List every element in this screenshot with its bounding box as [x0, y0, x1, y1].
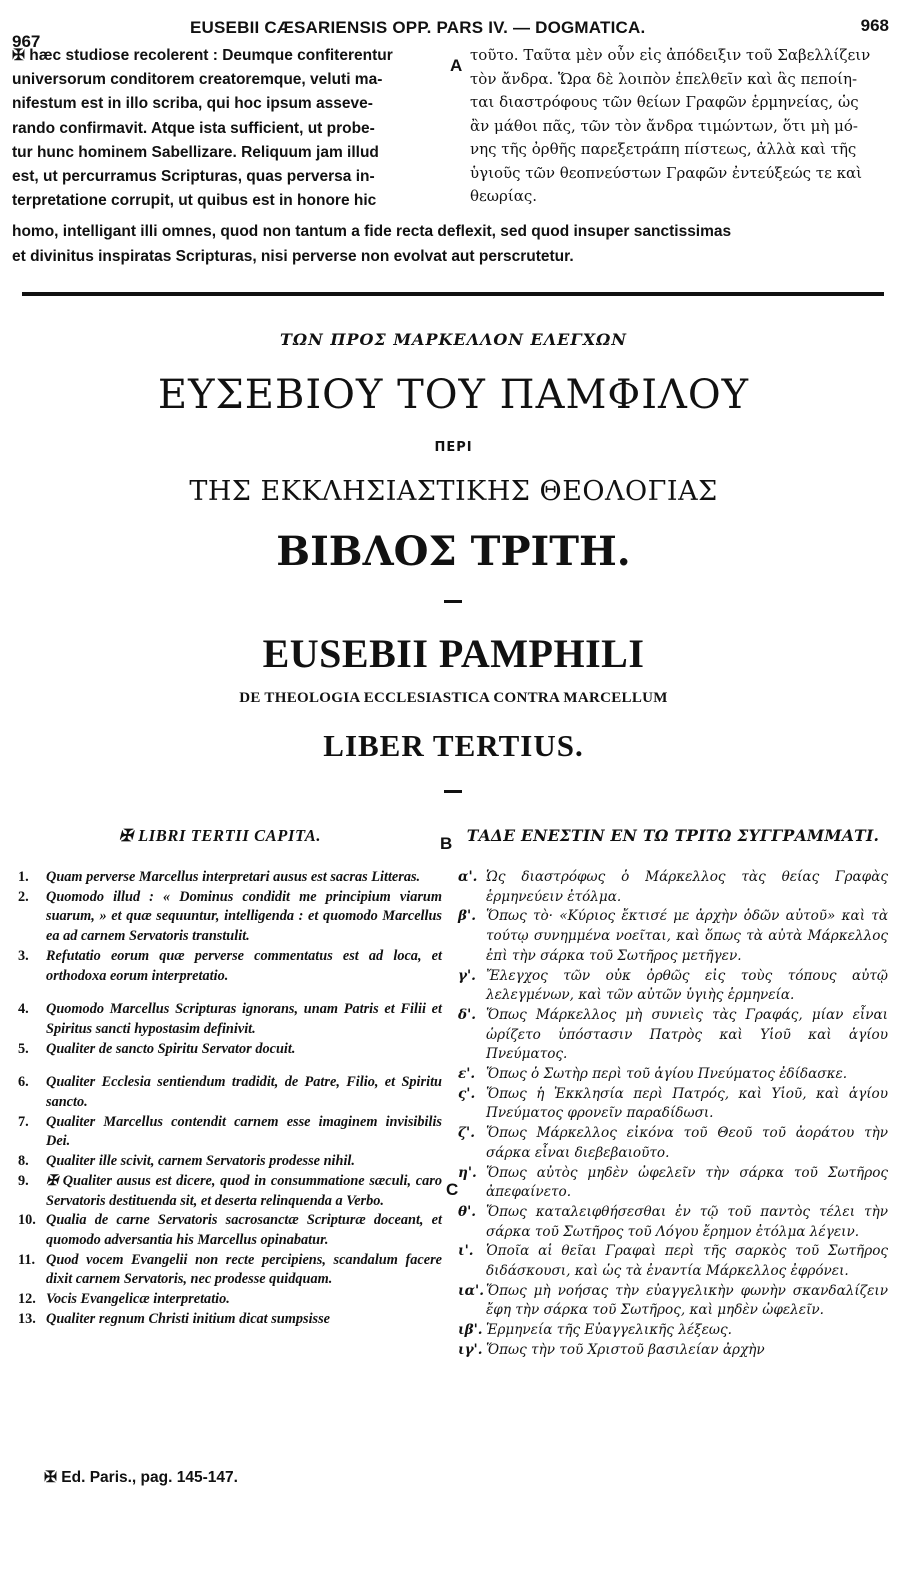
text-line: et divinitus inspiratas Scripturas, nisi perverse non evolvat aut perscrutetur.: [12, 247, 574, 265]
footnote: ✠ Ed. Paris., pag. 145-147.: [44, 1469, 238, 1486]
margin-marker-c: C: [446, 1180, 459, 1199]
text-line: tur hunc hominem Sabellizare. Reliquum jam illud: [12, 143, 379, 161]
list-item: ς'. Ὅπως ἡ Ἐκκλησία περὶ Πατρός, καὶ Υἱοῦ, καὶ ἁγίου Πνεύματος φρονεῖν παραδίδωσι.: [458, 1085, 888, 1122]
greek-author-title: ΕΥΣΕΒΙΟΥ ΤΟΥ ΠΑΜΦΙΛΟΥ: [157, 372, 750, 418]
greek-book-title: ΒΙΒΛΟΣ ΤΡΙΤΗ.: [276, 528, 631, 575]
greek-column-top: [470, 44, 894, 209]
list-item: β'. Ὅπως τὸ· «Κύριος ἔκτισέ με ἀρχὴν ὁδῶν αὐτοῦ» καὶ τὰ τούτῳ συνημμένα νοεῖται, καὶ ὅπως τὰ αὐτὰ Μάρκελλος ἐπὶ τὴν σάρκα τοῦ Σωτῆρος μετῆγεν.: [458, 908, 888, 964]
latin-chapters-heading: ✠ LIBRI TERTII CAPITA.: [118, 826, 322, 845]
list-item: 6. Qualiter Ecclesia sentiendum tradidit, de Patre, Filio, et Spiritu sancto.: [18, 1074, 442, 1111]
list-item: ζ'. Ὅπως Μάρκελλος εἰκόνα τοῦ Θεοῦ τοῦ ἀοράτου τὴν σάρκα εἶναι διεβεβαιοῦτο.: [458, 1125, 888, 1161]
latin-author-title: EUSEBII PAMPHILI: [262, 631, 645, 676]
running-head: [10, 14, 897, 51]
latin-book-title: LIBER TERTIUS.: [323, 728, 584, 763]
text-line: θεωρίας.: [470, 187, 538, 205]
greek-subject-title: ΤΗΣ ΕΚΚΛΗΣΙΑΣΤΙΚΗΣ ΘΕΟΛΟΓΙΑΣ: [189, 476, 718, 507]
text-line: ται διαστρόφους τῶν θείων Γραφῶν ἑρμηνείας, ὡς: [470, 93, 859, 111]
list-item: 7. Qualiter Marcellus contendit carnem esse imaginem invisibilis Dei.: [18, 1113, 442, 1150]
text-line: nifestum est in illo scriba, qui hoc ipsum asseve-: [12, 95, 373, 113]
greek-supertitle: ΤΩΝ ΠΡΟΣ ΜΑΡΚΕΛΛΟΝ ΕΛΕΓΧΩΝ: [280, 330, 627, 349]
separator-dash: [444, 790, 462, 793]
list-item: 4. Quomodo Marcellus Scripturas ignorans, unam Patris et Filii et Spiritus sancti hypostasim definivit.: [18, 1001, 442, 1037]
latin-continuation: [12, 220, 882, 269]
list-item: γ'. Ἔλεγχος τῶν οὐκ ὀρθῶς εἰς τοὺς τόπους αὐτῷ λελεγμένων, καὶ τῶν αὐτῶν ὑγιὴς ἑρμηνεία.: [458, 967, 888, 1004]
separator-dash: [444, 600, 462, 603]
top-parallel-text: [12, 44, 892, 224]
list-item: 1. Quam perverse Marcellus interpretari ausus est sacras Litteras.: [18, 869, 421, 885]
text-line: terpretatione corrupit, ut quibus est in honore hic: [12, 192, 377, 210]
text-line: νης τῆς ὀρθῆς παρεξετράπη πίστεως, ἀλλὰ καὶ τῆς: [470, 140, 857, 158]
list-item: 3. Refutatio eorum quæ perverse commentatus est ad loca, et orthodoxa eorum interpretatio.: [18, 947, 442, 984]
list-item: δ'. Ὅπως Μάρκελλος μὴ συνιεὶς τὰς Γραφάς, μίαν εἶναι ὡρίζετο ὑπόστασιν Πατρὸς καὶ Υἱοῦ καὶ ἁγίου Πνεύματος.: [458, 1006, 888, 1063]
list-item: η'. Ὅπως αὐτὸς μηδὲν ὠφελεῖν τὴν σάρκα τοῦ Σωτῆρος ἀπεφαίνετο.: [458, 1164, 888, 1201]
list-item: 12. Vocis Evangelicæ interpretatio.: [18, 1291, 230, 1308]
running-title: EUSEBII CÆSARIENSIS OPP. PARS IV. — DOGMATICA.: [190, 18, 646, 37]
list-item: 11. Quod vocem Evangelii non recte percipiens, scandalum facere dixit carnem Servatoris, nec prodesse quidquam.: [18, 1251, 442, 1288]
list-item: θ'. Ὅπως καταλειφθήσεσθαι ἐν τῷ τοῦ παντὸς τέλει τὴν σάρκα τοῦ Σωτῆρος τοῦ Λόγου ἔρημον ἐτόλμα λέγειν.: [458, 1203, 888, 1240]
greek-chapter-list: [458, 868, 888, 1361]
greek-chapters-heading: ΤΑΔΕ ΕΝΕΣΤΙΝ ΕΝ ΤΩ ΤΡΙΤΩ ΣΥΓΓΡΑΜΜΑΤΙ.: [466, 826, 880, 845]
text-line: universorum conditorem creatoremque, veluti ma-: [12, 71, 383, 89]
list-item: 9. ✠ Qualiter ausus est dicere, quod in consummatione sæculi, caro Servatoris destituenda sit, et deserta relinquenda a Verbo.: [18, 1172, 442, 1209]
latin-column-top: [12, 44, 446, 213]
latin-subject-title: DE THEOLOGIA ECCLESIASTICA CONTRA MARCELLUM: [239, 690, 668, 706]
text-line: rando confirmavit. Atque ista sufficient, ut probe-: [12, 119, 375, 137]
page-number-left: 967: [12, 32, 41, 51]
list-item: ια'. Ὅπως μὴ νοήσας τὴν εὐαγγελικὴν φωνὴν σκανδαλίζειν ἔφη τὴν σάρκα τοῦ Σωτῆρος, καὶ μηδὲν ὠφελεῖν.: [458, 1282, 888, 1319]
latin-chapter-list: [18, 868, 442, 1329]
text-line: ✠ hæc studiose recolerent : Deumque confiterentur: [12, 47, 393, 64]
horizontal-rule: [22, 292, 884, 296]
list-item: ι'. Ὁποῖα αἱ θεῖαι Γραφαὶ περὶ τῆς σαρκὸς τοῦ Σωτῆρος διδάσκουσι, καὶ ὡς τὰ ἐναντία Μάρκελλος ἐφρόνει.: [458, 1243, 888, 1280]
text-line: ἂν μάθοι πᾶς, τῶν τὸν ἄνδρα τιμώντων, ὅτι μὴ μό-: [470, 116, 858, 135]
page-number-right: 968: [860, 16, 889, 35]
text-line: τὸν ἄνδρα. Ὥρα δὲ λοιπὸν ἐπελθεῖν καὶ ἃς πεποίη-: [470, 69, 858, 88]
list-item: 10. Qualia de carne Servatoris sacrosanctæ Scripturæ doceant, et quomodo adversantia his Marcellus opinabatur.: [18, 1212, 442, 1248]
list-item: ιβ'. Ἑρμηνεία τῆς Εὐαγγελικῆς λέξεως.: [458, 1322, 732, 1339]
list-item: 8. Qualiter ille scivit, carnem Servatoris prodesse nihil.: [18, 1153, 355, 1170]
text-line: homo, intelligant illi omnes, quod non tantum a fide recta deflexit, sed quod insuper sanctissimas: [12, 223, 732, 240]
list-item: 5. Qualiter de sancto Spiritu Servator docuit.: [18, 1040, 296, 1057]
list-item: 2. Quomodo illud : « Dominus condidit me principium viarum suarum, » et quæ sequuntur, intelligenda : et quomodo Marcellus ea ad carnem Servatoris transtulit.: [18, 888, 442, 945]
text-line: τοῦτο. Ταῦτα μὲν οὖν εἰς ἀπόδειξιν τοῦ Σαβελλίζειν: [470, 46, 871, 64]
greek-peri: ΠΕΡΙ: [434, 440, 473, 455]
text-line: est, ut percurramus Scripturas, quas perversa in-: [12, 168, 375, 186]
list-item: 13. Qualiter regnum Christi initium dicat sumpsisse: [18, 1310, 331, 1327]
list-item: ε'. Ὅπως ὁ Σωτὴρ περὶ τοῦ ἁγίου Πνεύματος ἐδίδασκε.: [458, 1066, 848, 1083]
margin-marker-b: B: [440, 834, 453, 853]
margin-marker-a: A: [450, 56, 463, 75]
text-line: ὑγιοῦς τῶν θεοπνεύστων Γραφῶν ἐντεύξεώς τε καὶ: [470, 163, 863, 182]
list-item: ιγ'. Ὅπως τὴν τοῦ Χριστοῦ βασιλείαν ἀρχὴν: [458, 1341, 765, 1358]
list-item: α'. Ὡς διαστρόφως ὁ Μάρκελλος τὰς θείας Γραφὰς ἑρμηνεύειν ἐτόλμα.: [458, 869, 888, 905]
